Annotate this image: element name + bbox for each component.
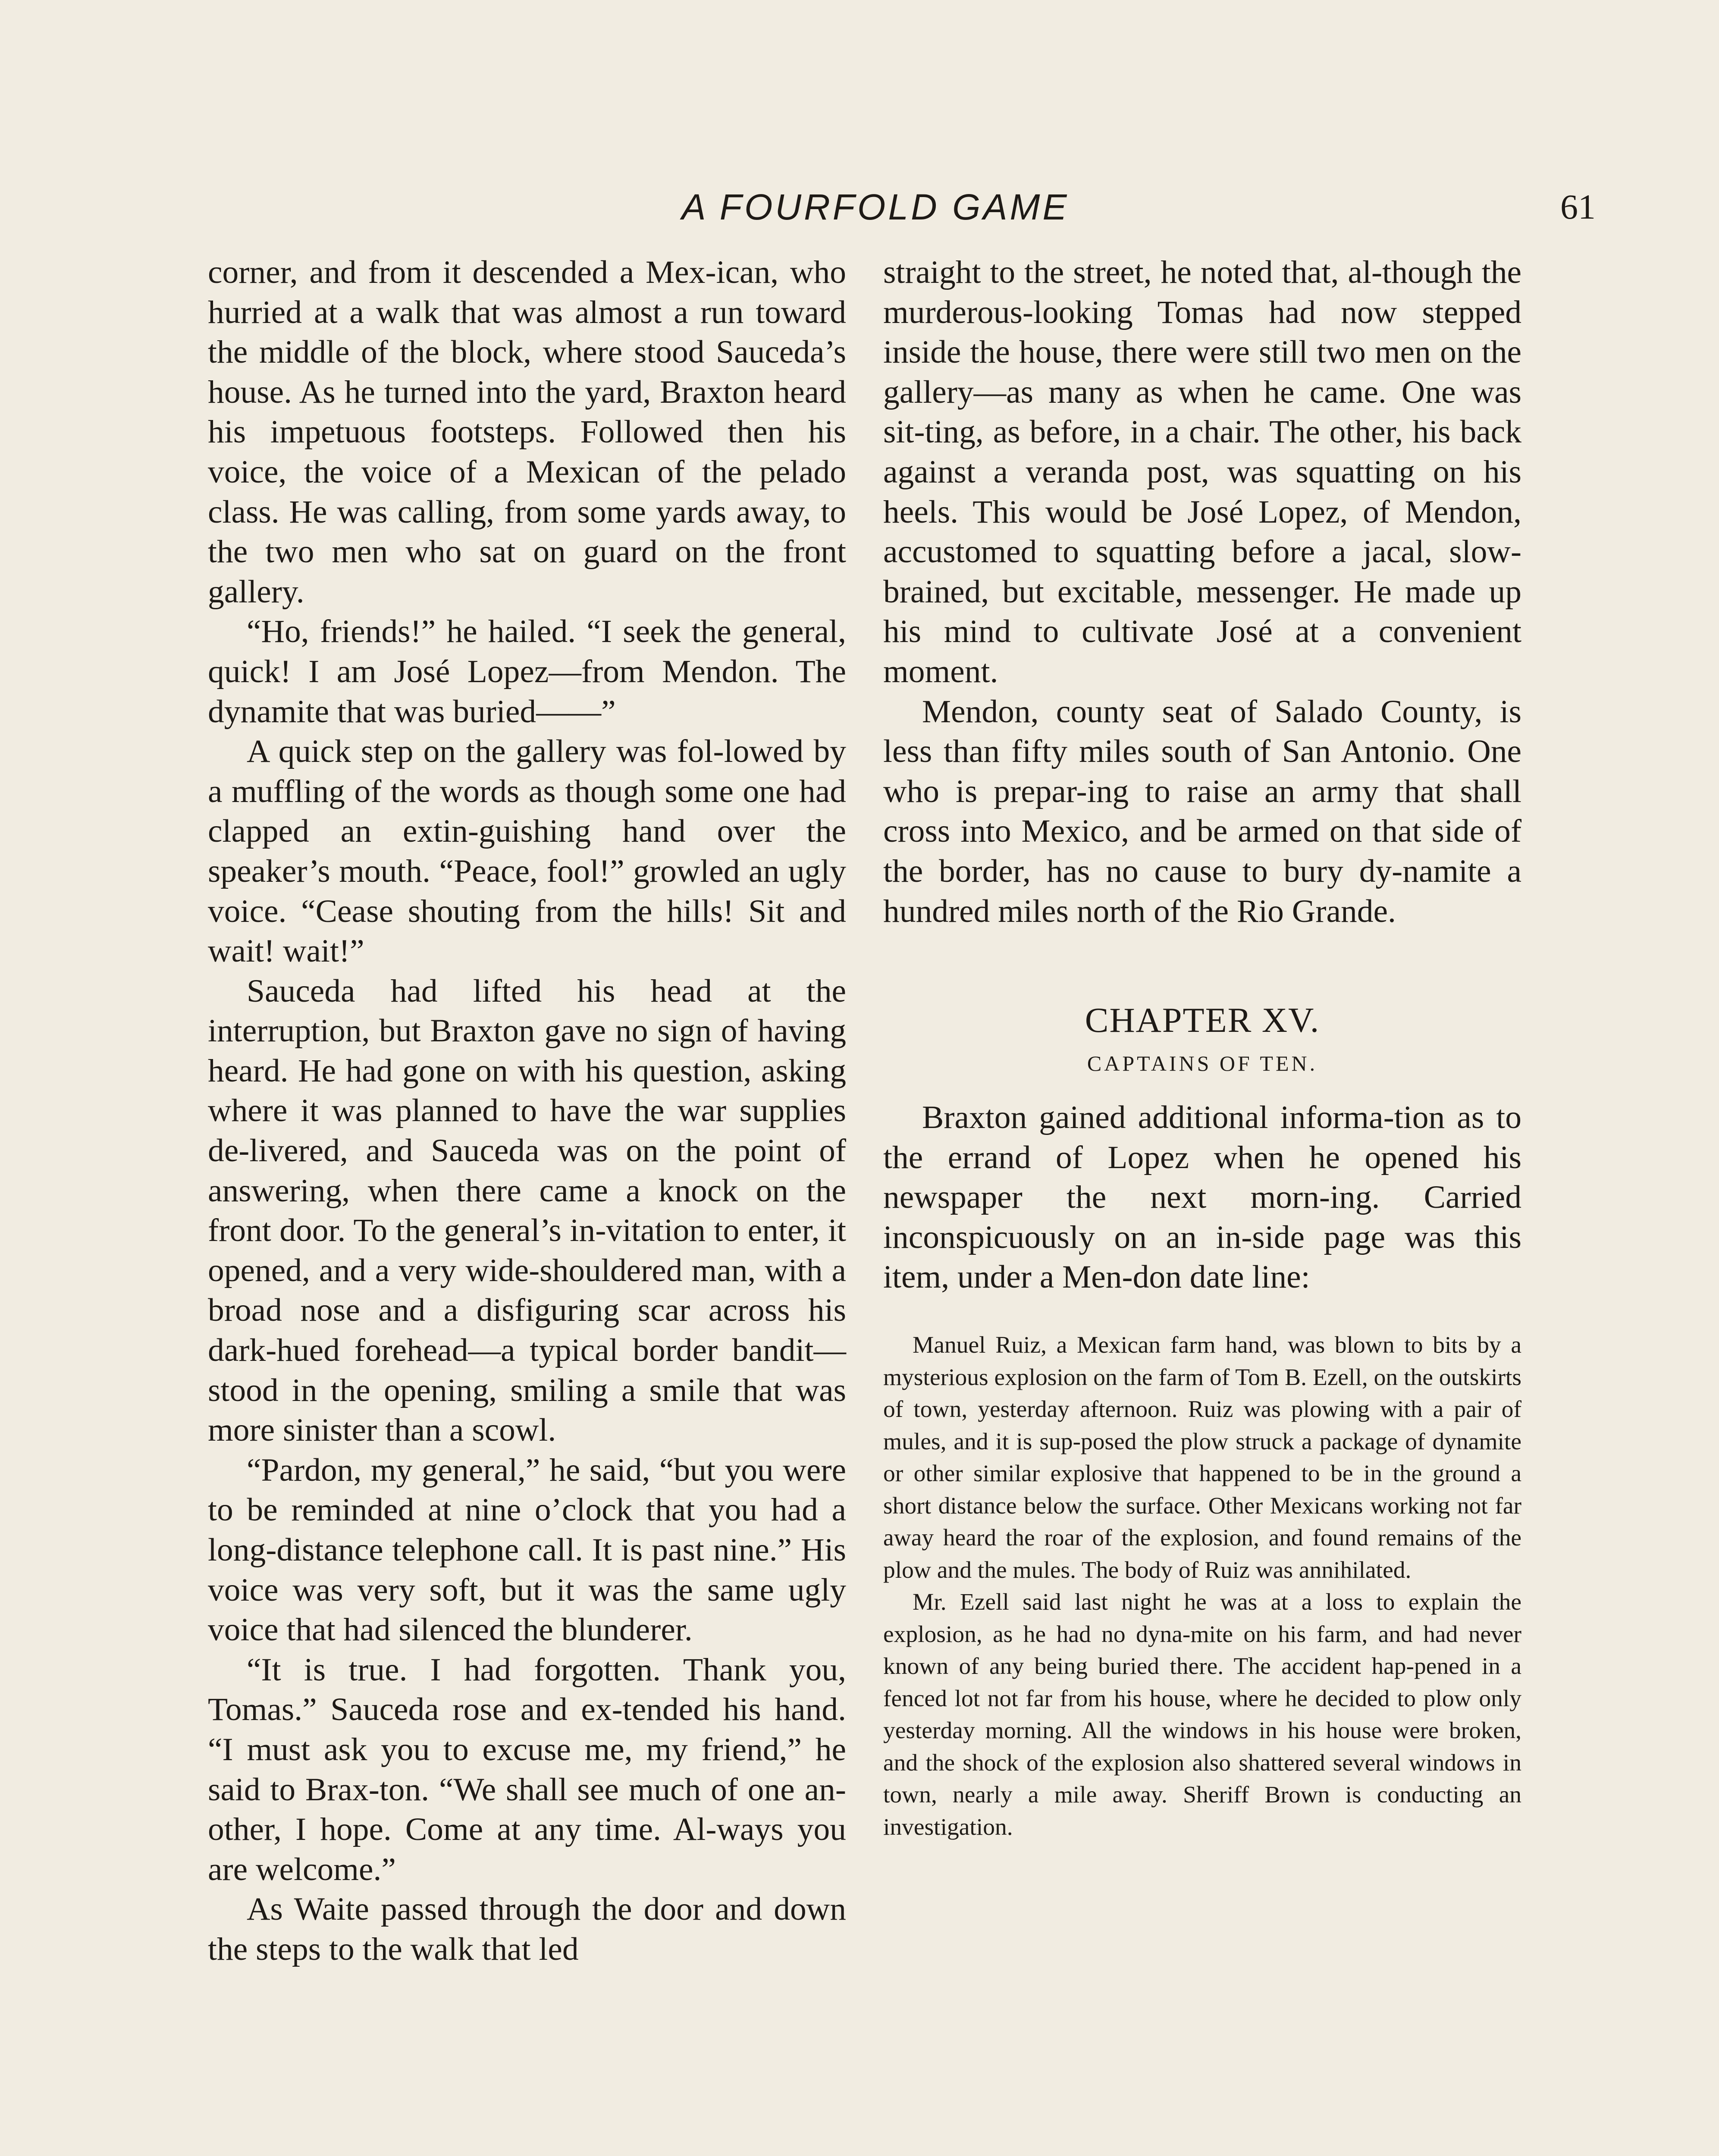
paragraph: A quick step on the gallery was fol-lowed by a muffling of the words as though some one had clapped an extin-guishing hand over the speaker’s mouth. “Peace, fool!” growled an ugly voice. “Cease shouting from the hills! Sit and wait! wait!”	[208, 733, 846, 969]
paragraph: corner, and from it descended a Mex-ican, who hurried at a walk that was almost a run toward the middle of the block, where stood Sauceda’s house. As he turned into the yard, Braxton heard his impetuous footsteps. Followed then his voice, the voice of a Mexican of the pelado class. He was calling, from some yards away, to the two men who sat on guard on the front gallery.	[208, 254, 846, 610]
paragraph: “It is true. I had forgotten. Thank you, Tomas.” Sauceda rose and ex-tended his hand. “I must ask you to excuse me, my friend,” he said to Brax-ton. “We shall see much of one an-other, I hope. Come at any time. Al-ways you are welcome.”	[208, 1651, 846, 1887]
paragraph: “Pardon, my general,” he said, “but you were to be reminded at nine o’clock that you had a long-distance telephone call. It is past nine.” His voice was very soft, but it was the same ugly voice that had silenced the blunderer.	[208, 1452, 846, 1648]
quote-paragraph: Manuel Ruiz, a Mexican farm hand, was blown to bits by a mysterious explosion on the farm of Tom B. Ezell, on the outskirts of town, yesterday afternoon. Ruiz was plowing with a pair of mules, and it is sup-posed the plow struck a package of dynamite or other similar explosive that happened to be in the ground a short distance below the surface. Other Mexicans working not far away heard the roar of the explosion, and found remains of the plow and the mules. The body of Ruiz was annihilated.	[883, 1332, 1521, 1583]
paragraph: “Ho, friends!” he hailed. “I seek the general, quick! I am José Lopez—from Mendon. The dynamite that was buried——”	[208, 614, 846, 730]
paragraph: Mendon, county seat of Salado County, is less than fifty miles south of San Antonio. One who is prepar-ing to raise an army that shall cross into Mexico, and be armed on that side of the border, has no cause to bury dy-namite a hundred miles north of the Rio Grande.	[883, 693, 1521, 929]
running-title: A FOURFOLD GAME	[681, 187, 1070, 227]
paragraph: straight to the street, he noted that, al-though the murderous-looking Tomas had now stepped inside the house, there were still two men on the gallery—as many as when he came. One was sit-ting, as before, in a chair. The other, his back against a veranda post, was squatting on his heels. This would be José Lopez, of Mendon, accustomed to squatting before a jacal, slow-brained, but excitable, messenger. He made up his mind to cultivate José at a convenient moment.	[883, 254, 1521, 689]
right-column	[883, 253, 1521, 1843]
paragraph: As Waite passed through the door and down the steps to the walk that led	[208, 1891, 846, 1967]
paragraph: Sauceda had lifted his head at the interruption, but Braxton gave no sign of having heard. He had gone on with his question, asking where it was planned to have the war supplies de-livered, and Sauceda was on the point of answering, when there came a knock on the front door. To the general’s in-vitation to enter, it opened, and a very wide-shouldered man, with a broad nose and a disfiguring scar across his dark-hued forehead—a typical border bandit—stood in the opening, smiling a smile that was more sinister than a scowl.	[208, 973, 846, 1448]
newspaper-quote	[883, 1329, 1521, 1843]
chapter-subtitle: CAPTAINS OF TEN.	[1087, 1051, 1318, 1076]
page-number: 61	[1560, 187, 1596, 226]
quote-paragraph: Mr. Ezell said last night he was at a loss to explain the explosion, as he had no dyna-mite on his farm, and had never known of any being buried there. The accident hap-pened in a fenced lot not far from his house, where he decided to plow only yesterday morning. All the windows in his house were broken, and the shock of the explosion also shattered several windows in town, nearly a mile away. Sheriff Brown is conducting an investigation.	[883, 1589, 1521, 1840]
chapter-title: CHAPTER XV.	[1085, 1000, 1320, 1040]
paragraph: Braxton gained additional informa-tion as to the errand of Lopez when he opened his newspaper the next morn-ing. Carried inconspicuously on an in-side page was this item, under a Men-don date line:	[883, 1100, 1521, 1295]
running-head	[0, 181, 1719, 233]
left-column	[208, 253, 846, 1970]
